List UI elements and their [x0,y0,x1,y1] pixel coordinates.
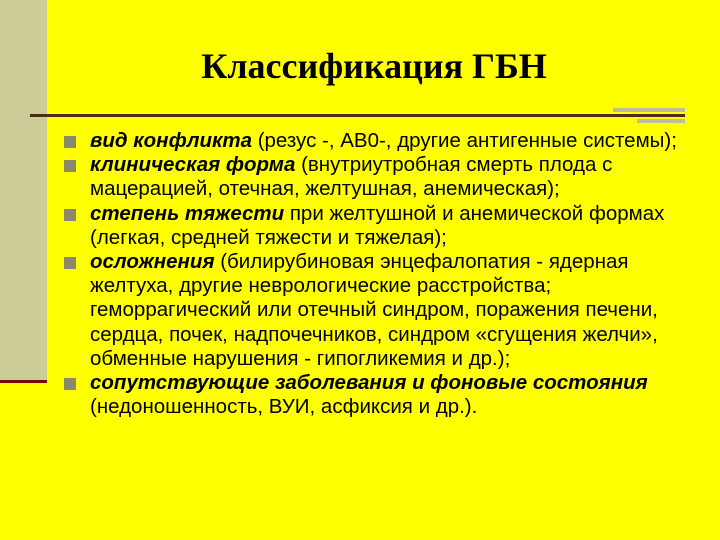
side-decoration-panel [0,0,47,380]
square-bullet-icon [64,136,76,148]
title-rule [30,114,685,117]
item-term: сопутствующие заболевания и фоновые состояния [90,371,648,395]
square-bullet-icon [64,209,76,221]
slide-title: Классификация ГБН [201,46,547,86]
title-rule-accent-top [613,108,685,112]
square-bullet-icon [64,160,76,172]
side-panel-underline [0,380,47,383]
item-text: (резус -, АВ0-, другие антигенные системы); [252,129,677,152]
square-bullet-icon [64,378,76,390]
item-text: (недоношенность, ВУИ, асфиксия и др.). [90,395,478,419]
item-text: (билирубиновая энцефалопатия - ядерная желтуха, другие неврологические расстройства; геморрагический или отечный синдром, поражения печени, сердца, почек, надпочечников, синдром «сгущения желчи», обменные нарушения - гипогликемия и др.); [90,250,658,370]
item-term: осложнения [90,250,215,274]
item-term: вид конфликта [90,129,252,152]
list-item [64,129,704,153]
item-text: (внутриутробная смерть плода с мацерацией, отечная, желтушная, анемическая); [90,153,613,201]
list-item [64,202,704,250]
classification-list [64,129,704,419]
list-item [64,371,704,419]
list-item [64,153,704,201]
list-item [64,250,704,371]
item-text: при желтушной и анемической формах (легкая, средней тяжести и тяжелая); [90,201,665,249]
title-rule-accent-bottom [637,119,685,123]
item-term: клиническая форма [90,153,296,177]
item-term: степень тяжести [90,201,285,225]
square-bullet-icon [64,257,76,269]
